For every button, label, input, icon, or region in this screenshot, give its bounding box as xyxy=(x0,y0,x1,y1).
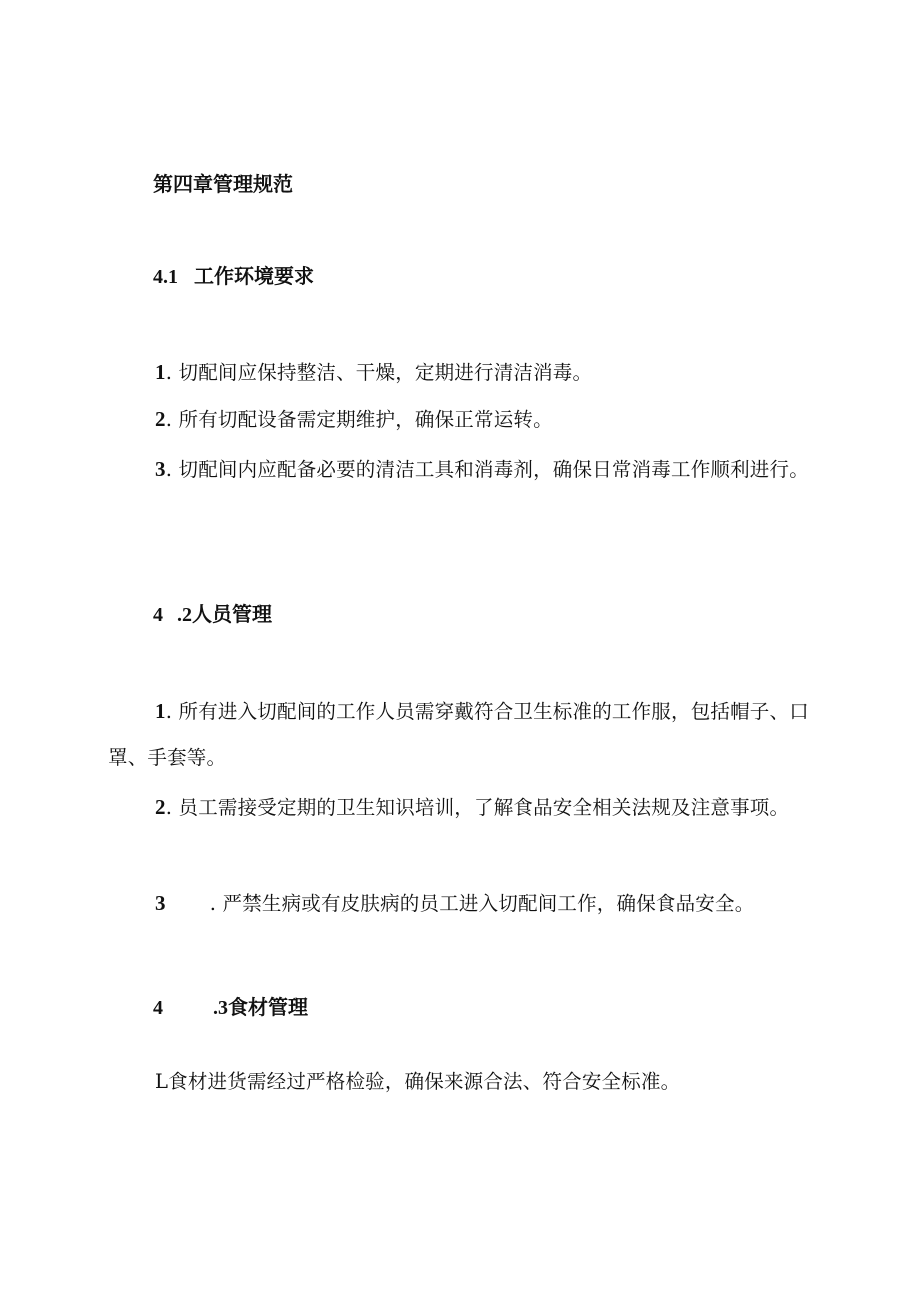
item-text: . 切配间应保持整洁、干燥，定期进行清洁消毒。 xyxy=(165,361,593,384)
item-number: 2 xyxy=(155,407,166,431)
item-text: 食材进货需经过严格检验，确保来源合法、符合安全标准。 xyxy=(168,1070,681,1093)
chapter-title: 第四章管理规范 xyxy=(153,172,293,196)
section-number-suffix: .3 xyxy=(213,997,228,1019)
list-item xyxy=(108,396,820,443)
item-text: . 所有切配设备需定期维护，确保正常运转。 xyxy=(165,408,553,431)
section-number: 4 xyxy=(153,604,163,626)
section-title: 食材管理 xyxy=(228,995,308,1019)
item-text: . 所有进入切配间的工作人员需穿戴符合卫生标准的工作服，包括帽子、口罩、手套等。 xyxy=(108,700,809,769)
section-number: 4.1 xyxy=(153,266,178,288)
item-number: 3 xyxy=(155,891,166,915)
item-text: . 严禁生病或有皮肤病的员工进入切配间工作，确保食品安全。 xyxy=(209,892,755,915)
section-heading-4-2 xyxy=(153,600,272,629)
item-number: 1 xyxy=(155,360,166,384)
item-number: 3 xyxy=(155,457,166,481)
section-heading-4-1 xyxy=(153,262,314,291)
section-number: 4 xyxy=(153,997,163,1019)
list-item xyxy=(108,688,820,781)
item-text: . 员工需接受定期的卫生知识培训，了解食品安全相关法规及注意事项。 xyxy=(165,796,790,819)
item-number: 2 xyxy=(155,795,166,819)
list-item xyxy=(108,446,820,493)
list-item xyxy=(108,784,820,831)
section-heading-4-3 xyxy=(153,993,308,1022)
item-text: . 切配间内应配备必要的清洁工具和消毒剂，确保日常消毒工作顺利进行。 xyxy=(165,458,809,481)
item-number: 1 xyxy=(155,699,166,723)
section-number-suffix: .2 xyxy=(177,604,192,626)
list-item xyxy=(108,1059,820,1105)
section-title: 工作环境要求 xyxy=(194,264,314,288)
item-number: L xyxy=(155,1070,169,1093)
section-title: 人员管理 xyxy=(192,602,272,626)
list-item xyxy=(108,880,820,927)
list-item xyxy=(108,349,820,396)
